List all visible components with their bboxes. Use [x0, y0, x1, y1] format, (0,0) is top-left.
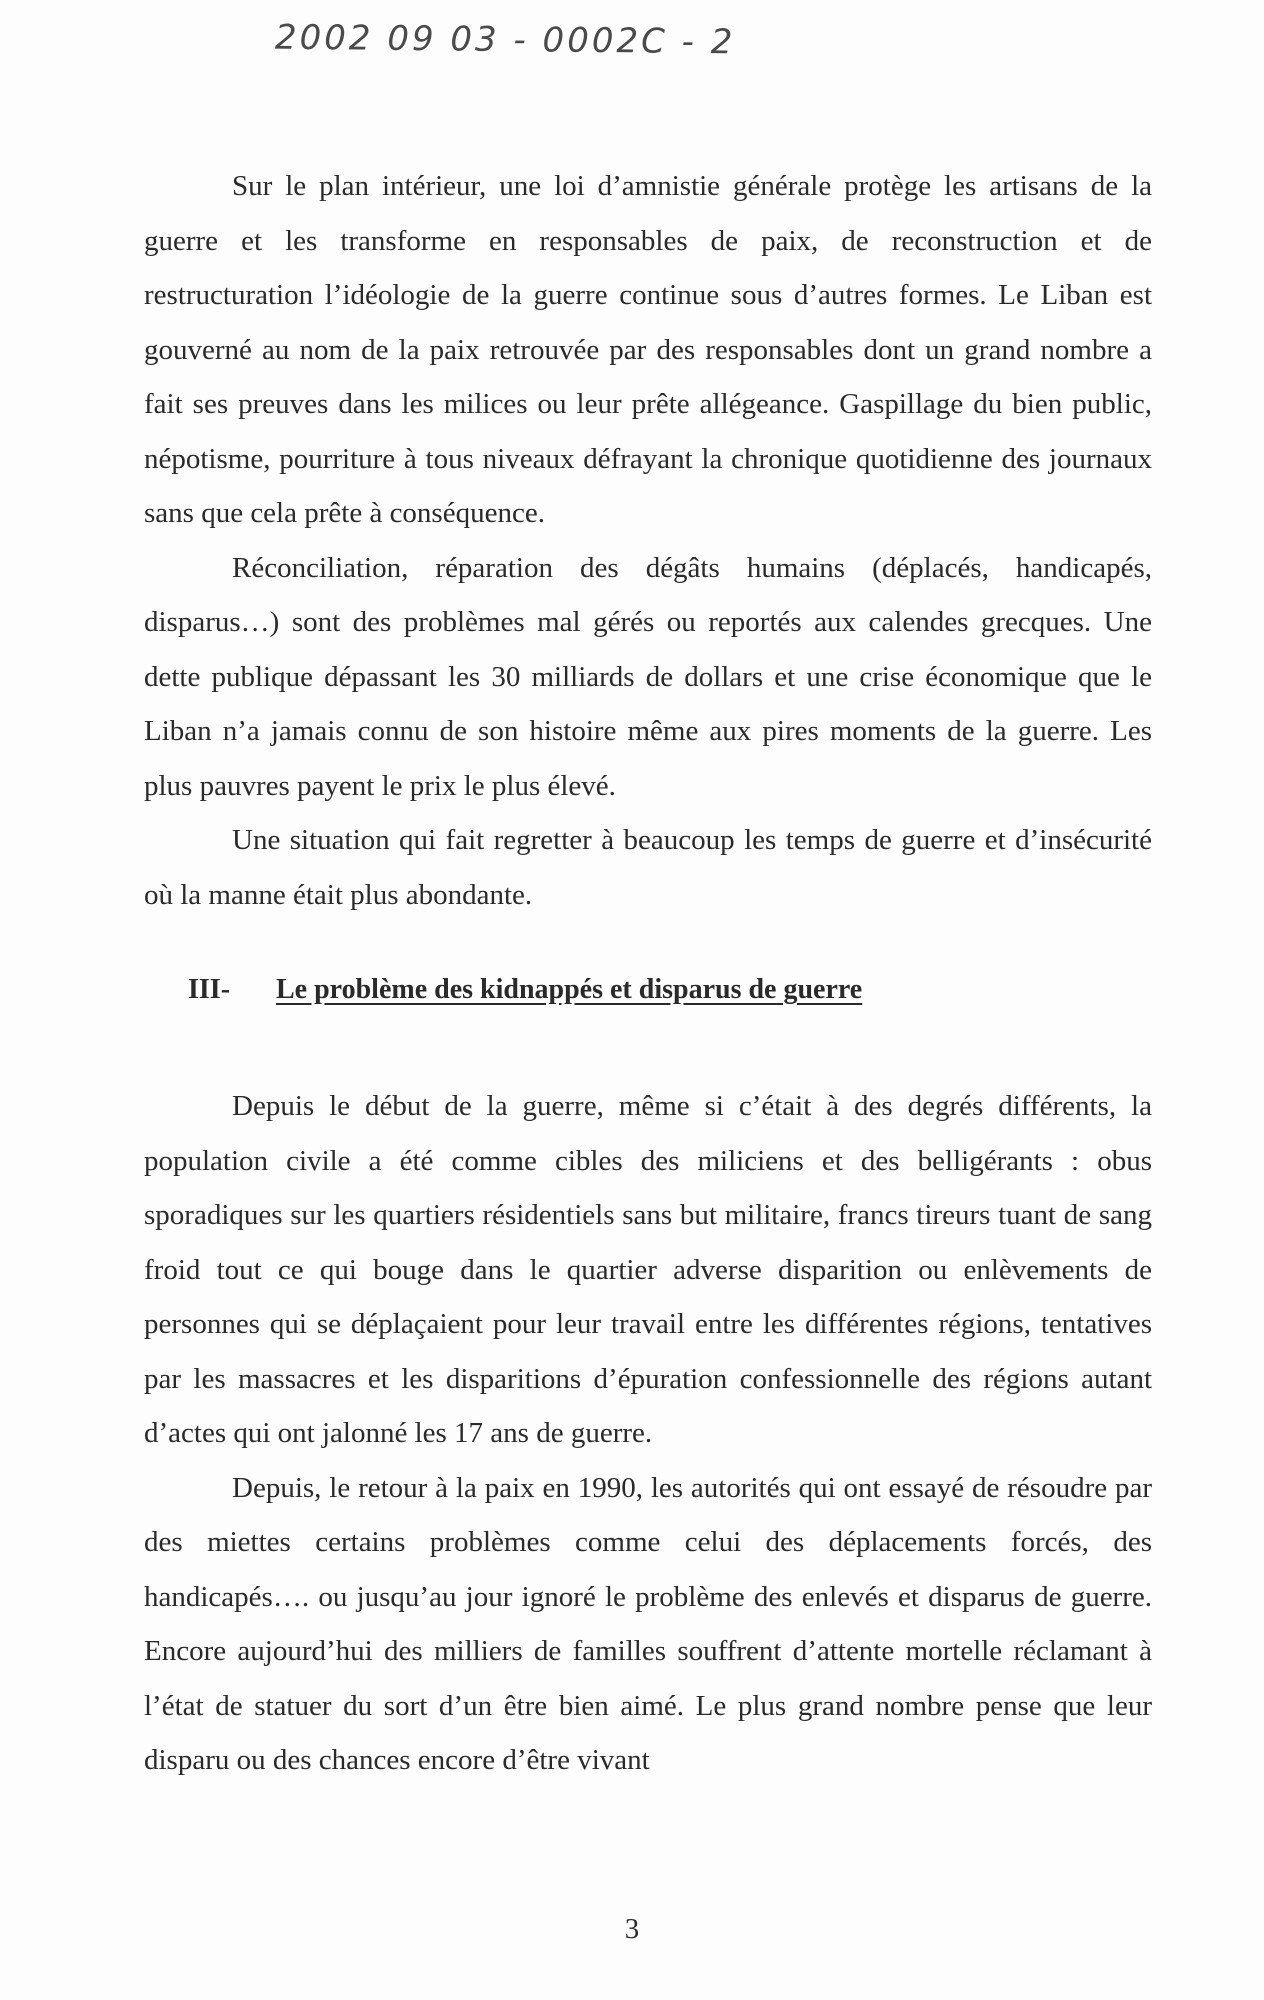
paragraph: Sur le plan intérieur, une loi d’amnistie générale protège les artisans de la guerre et les transforme en responsables de paix, de reconstruction et de restructuration l’idéologie de la guerre continue sous d’autres formes. Le Liban est gouverné au nom de la paix retrouvée par des responsables dont un grand nombre a fait ses preuves dans les milices ou leur prête allégeance. Gaspillage du bien public, népotisme, pourriture à tous niveaux défrayant la chronique quotidienne des journaux sans que cela prête à conséquence. [144, 170, 1152, 529]
handwritten-reference-number: 2002 09 03 - 0002C - 2 [274, 17, 736, 63]
paragraph: Depuis, le retour à la paix en 1990, les autorités qui ont essayé de résoudre par des miettes certains problèmes comme celui des déplacements forcés, des handicapés…. ou jusqu’au jour ignoré le problème des enlevés et disparus de guerre. Encore aujourd’hui des milliers de familles souffrent d’attente mortelle réclamant à l’état de statuer du sort d’un être bien aimé. Le plus grand nombre pense que leur disparu ou des chances encore d’être vivant [144, 1471, 1152, 1776]
section-number: III- [188, 974, 231, 1005]
page-number: 3 [624, 1913, 640, 1945]
paragraph: Depuis le début de la guerre, même si c’était à des degrés différents, la population civile a été comme cibles des miliciens et des belligérants : obus sporadiques sur les quartiers résidentiels sans but militaire, francs tireurs tuant de sang froid tout ce qui bouge dans le quartier adverse disparition ou enlèvements de personnes qui se déplaçaient pour leur travail entre les différentes régions, tentatives par les massacres et les disparitions d’épuration confessionnelle des régions autant d’actes qui ont jalonné les 17 ans de guerre. [144, 1090, 1152, 1449]
paragraph: Une situation qui fait regretter à beaucoup les temps de guerre et d’insécurité où la manne était plus abondante. [144, 824, 1152, 911]
section-title: Le problème des kidnappés et disparus de guerre [276, 974, 863, 1005]
text-block-after-heading [144, 1079, 1152, 1788]
paragraph: Réconciliation, réparation des dégâts humains (déplacés, handicapés, disparus…) sont des problèmes mal gérés ou reportés aux calendes grecques. Une dette publique dépassant les 30 milliards de dollars et une crise économique que le Liban n’a jamais connu de son histoire même aux pires moments de la guerre. Les plus pauvres payent le prix le plus élevé. [144, 551, 1152, 802]
section-heading [188, 974, 862, 1006]
text-block-before-heading [144, 159, 1152, 922]
